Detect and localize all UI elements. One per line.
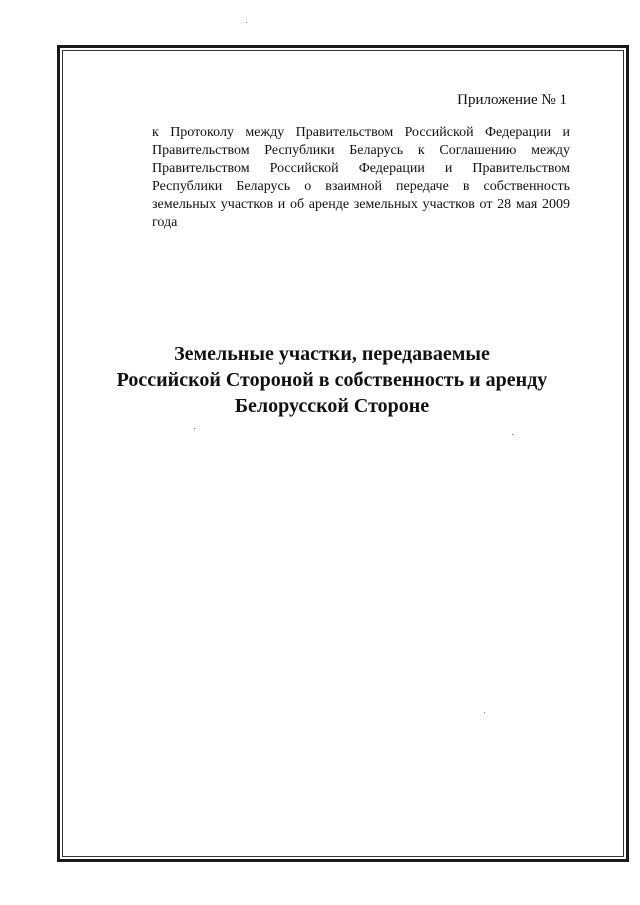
- document-subtitle: к Протоколу между Правительством Российской Федерации и Правительством Республики Беларусь к Соглашению между Правительством Российской Федерации и Правительством Республики Беларусь о взаимной передаче в собственность земельных участков и об аренде земельных участков от 28 мая 2009 года: [152, 125, 570, 230]
- scan-speck: [484, 712, 485, 713]
- title-line: Земельные участки, передаваемые: [174, 343, 490, 365]
- scan-speck: [194, 428, 195, 429]
- title-line: Белорусской Стороне: [234, 395, 430, 417]
- document-title: [62, 341, 602, 419]
- title-line: Российской Стороной в собственность и аренду: [116, 369, 548, 391]
- appendix-label: Приложение № 1: [457, 92, 567, 108]
- scan-speck: [246, 22, 247, 23]
- scan-speck: [512, 434, 513, 435]
